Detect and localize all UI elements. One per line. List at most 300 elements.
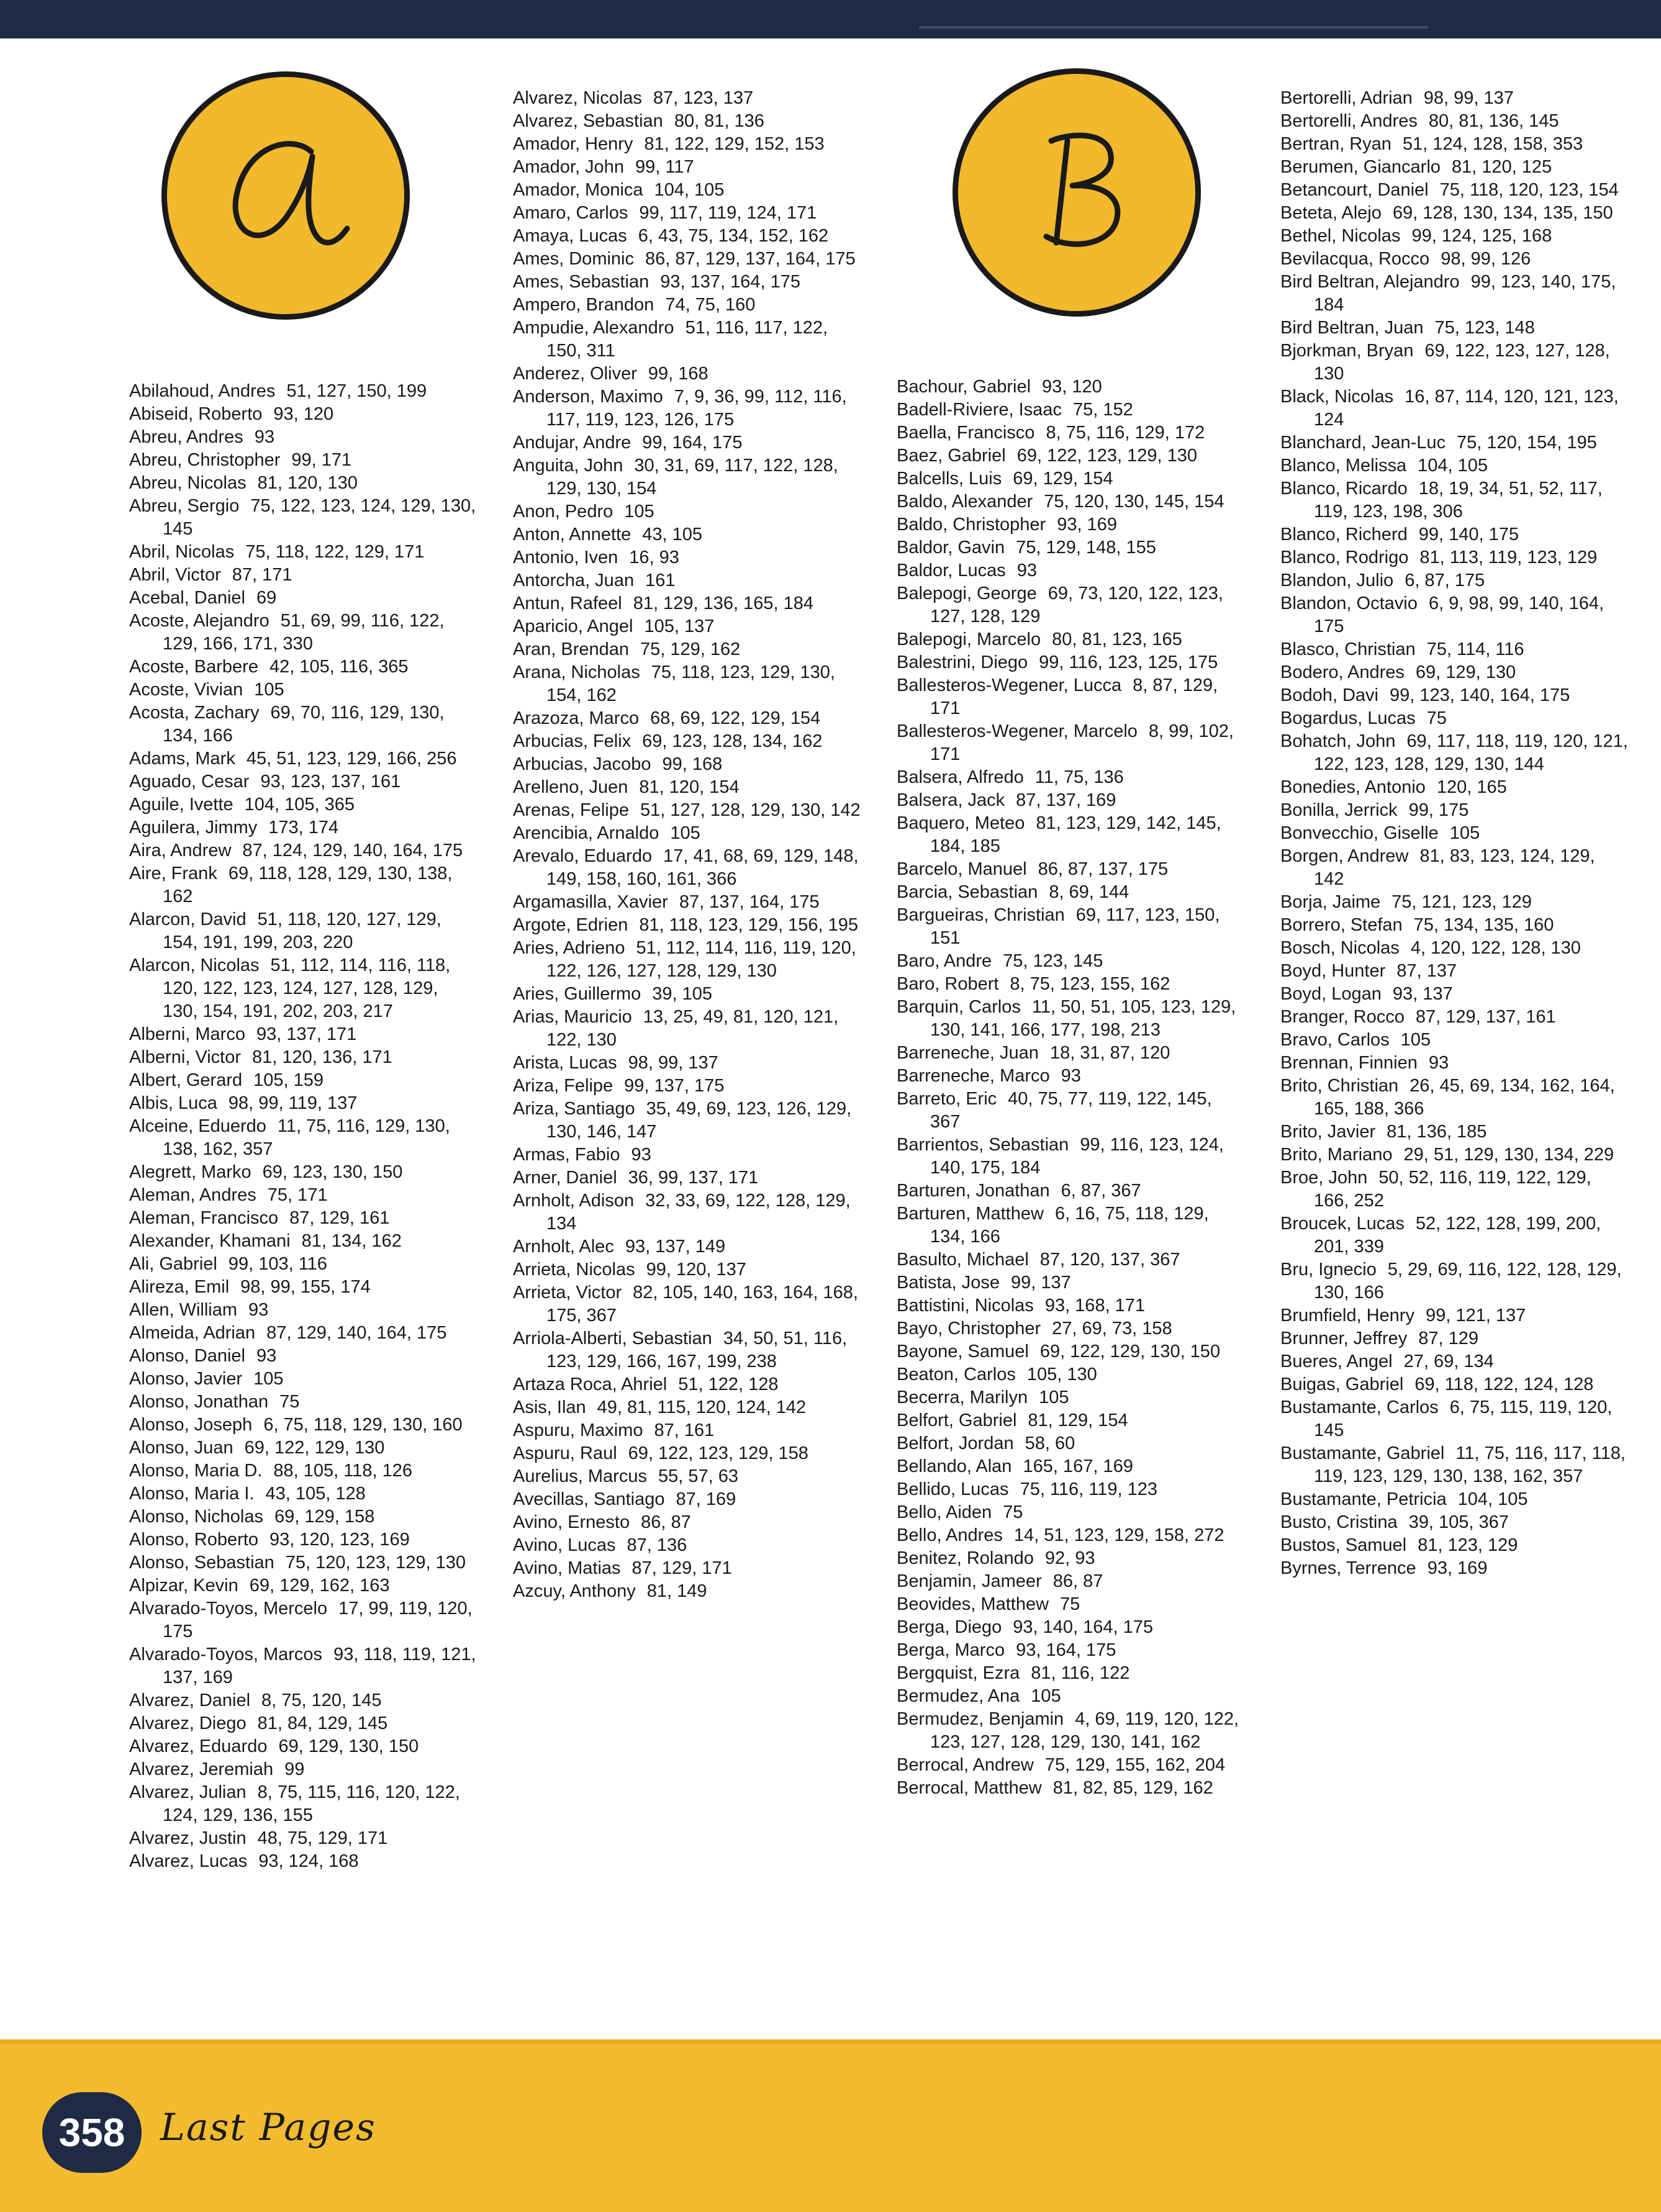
- index-entry-name: Boyd, Logan: [1280, 984, 1382, 1004]
- index-entry-pages: 81, 118, 123, 129, 156, 195: [639, 915, 858, 935]
- index-entry-name: Balsera, Jack: [897, 790, 1005, 810]
- index-entry: [129, 1781, 477, 1827]
- index-entry: [897, 858, 1244, 881]
- index-entry-name: Brito, Christian: [1280, 1076, 1399, 1096]
- index-entry-pages: 18, 31, 87, 120: [1049, 1043, 1170, 1063]
- index-entry: [129, 1253, 477, 1276]
- index-entry-name: Arriola-Alberti, Sebastian: [513, 1329, 712, 1348]
- index-entry: [513, 133, 861, 156]
- index-entry: [1280, 730, 1628, 776]
- letter-b-glyph-icon: [958, 74, 1195, 311]
- index-entry: [897, 1363, 1244, 1386]
- index-entry-name: Baldor, Gavin: [897, 538, 1005, 558]
- index-entry-pages: 87, 123, 137: [653, 88, 754, 108]
- index-entry-name: Barquin, Carlos: [897, 997, 1021, 1017]
- index-entry-name: Black, Nicolas: [1280, 387, 1394, 407]
- index-entry-name: Batista, Jose: [897, 1273, 1000, 1293]
- header-stripe: [919, 26, 1428, 29]
- index-entry-name: Adams, Mark: [129, 749, 235, 769]
- index-entry: [1280, 1327, 1628, 1350]
- index-entry: [513, 1396, 861, 1419]
- index-entry-name: Bertorelli, Adrian: [1280, 88, 1413, 108]
- index-entry-name: Alvarez, Nicolas: [513, 88, 642, 108]
- index-entry-name: Bermudez, Ana: [897, 1686, 1020, 1706]
- index-entry-pages: 98, 99, 119, 137: [228, 1093, 358, 1113]
- index-entry-pages: 69, 118, 122, 124, 128: [1414, 1375, 1594, 1394]
- index-entry-name: Brito, Javier: [1280, 1122, 1376, 1142]
- index-entry-pages: 8, 75, 120, 145: [261, 1691, 382, 1710]
- index-entry-name: Blanchard, Jean-Luc: [1280, 433, 1446, 453]
- index-entry: [897, 904, 1244, 950]
- index-entry-name: Badell-Riviere, Isaac: [897, 400, 1062, 420]
- index-entry-name: Branger, Rocco: [1280, 1007, 1405, 1027]
- index-entry: [897, 467, 1244, 490]
- index-entry-pages: 69, 122, 123, 129, 130: [1016, 446, 1197, 466]
- index-entry-pages: 86, 87: [1052, 1571, 1103, 1591]
- index-entry-pages: 69, 117, 123, 150, 151: [930, 905, 1220, 948]
- index-entry-pages: 50, 52, 116, 119, 122, 129, 166, 252: [1314, 1168, 1591, 1211]
- index-entry-pages: 34, 50, 51, 116, 123, 129, 166, 167, 199, 238: [546, 1329, 848, 1371]
- index-entry-pages: 81, 149: [646, 1581, 707, 1601]
- index-entry-name: Abreu, Andres: [129, 427, 243, 447]
- index-entry-name: Bosch, Nicolas: [1280, 938, 1400, 958]
- index-entry-pages: 75, 114, 116: [1426, 639, 1524, 659]
- index-entry: [513, 294, 861, 317]
- index-entry-pages: 17, 99, 119, 120, 175: [163, 1599, 473, 1641]
- index-column-b2: [1280, 87, 1628, 1580]
- index-entry: [897, 789, 1244, 812]
- index-entry-name: Busto, Cristina: [1280, 1512, 1398, 1532]
- index-entry: [897, 812, 1244, 858]
- index-entry-pages: 105: [254, 680, 284, 700]
- index-entry-name: Bermudez, Benjamin: [897, 1709, 1064, 1729]
- index-entry: [129, 380, 477, 403]
- index-entry-name: Bello, Andres: [897, 1525, 1003, 1545]
- index-entry-name: Alvarez, Diego: [129, 1713, 247, 1733]
- index-entry-name: Baldo, Christopher: [897, 515, 1046, 535]
- index-entry-name: Aguado, Cesar: [129, 772, 250, 792]
- index-entry-name: Alberni, Marco: [129, 1024, 245, 1044]
- index-entry-name: Aguile, Ivette: [129, 795, 233, 815]
- index-entry-name: Alceine, Eduerdo: [129, 1116, 266, 1136]
- index-entry-name: Alonso, Javier: [129, 1369, 243, 1389]
- index-entry-pages: 75, 120, 154, 195: [1457, 433, 1597, 453]
- index-entry-name: Broe, John: [1280, 1168, 1368, 1188]
- index-entry-pages: 93, 137, 164, 175: [660, 272, 800, 292]
- index-entry: [129, 1643, 477, 1689]
- index-entry: [513, 1442, 861, 1465]
- index-entry-name: Bogardus, Lucas: [1280, 708, 1416, 728]
- index-entry: [513, 638, 861, 661]
- index-entry: [1280, 983, 1628, 1006]
- footer-rule: [0, 2039, 1661, 2044]
- index-entry: [129, 770, 477, 793]
- index-entry: [129, 564, 477, 587]
- index-entry-pages: 86, 87, 137, 175: [1038, 859, 1169, 879]
- index-entry-pages: 69, 122, 123, 129, 158: [628, 1443, 808, 1463]
- index-entry: [1280, 569, 1628, 592]
- index-entry-name: Antorcha, Juan: [513, 571, 635, 590]
- index-entry-pages: 69, 128, 130, 134, 135, 150: [1392, 203, 1613, 223]
- index-entry-name: Brennan, Finnien: [1280, 1053, 1418, 1073]
- index-entry-name: Belfort, Jordan: [897, 1433, 1014, 1453]
- index-entry-pages: 8, 75, 115, 116, 120, 122, 124, 129, 136, 155: [163, 1782, 460, 1825]
- index-entry-name: Aries, Adrieno: [513, 938, 625, 958]
- index-entry-pages: 17, 41, 68, 69, 129, 148, 149, 158, 160, 161, 366: [546, 846, 859, 889]
- index-entry-pages: 30, 31, 69, 117, 122, 128, 129, 130, 154: [546, 456, 838, 499]
- index-entry-name: Baldo, Alexander: [897, 492, 1033, 512]
- index-entry-pages: 93: [1016, 561, 1037, 580]
- index-entry-pages: 69, 73, 120, 122, 123, 127, 128, 129: [930, 584, 1223, 626]
- index-entry-name: Armas, Fabio: [513, 1145, 620, 1165]
- index-entry-pages: 68, 69, 122, 129, 154: [650, 708, 821, 728]
- index-entry: [897, 881, 1244, 904]
- index-entry-name: Aira, Andrew: [129, 841, 232, 860]
- index-entry-name: Bevilacqua, Rocco: [1280, 249, 1430, 269]
- index-entry: [897, 674, 1244, 720]
- index-entry-pages: 6, 87, 175: [1405, 571, 1485, 590]
- index-entry: [897, 628, 1244, 651]
- index-entry: [129, 1850, 477, 1873]
- index-entry-name: Balepogi, George: [897, 584, 1037, 603]
- index-entry-name: Avino, Ernesto: [513, 1512, 630, 1532]
- index-entry-pages: 29, 51, 129, 130, 134, 229: [1403, 1145, 1614, 1165]
- index-entry: [513, 202, 861, 225]
- index-entry: [513, 1235, 861, 1258]
- index-entry-name: Byrnes, Terrence: [1280, 1558, 1416, 1578]
- index-entry: [129, 1414, 477, 1437]
- index-entry: [513, 1167, 861, 1190]
- index-entry-pages: 27, 69, 134: [1403, 1352, 1494, 1371]
- index-entry-pages: 105, 159: [253, 1070, 324, 1090]
- index-entry: [897, 1616, 1244, 1639]
- index-entry-pages: 69, 129, 130: [1415, 662, 1516, 682]
- index-entry: [897, 513, 1244, 536]
- index-entry-name: Berga, Diego: [897, 1617, 1002, 1637]
- index-entry-pages: 4, 69, 119, 120, 122, 123, 127, 128, 129, 130, 141, 162: [930, 1709, 1239, 1752]
- index-entry-name: Berrocal, Matthew: [897, 1778, 1042, 1798]
- index-entry-pages: 93, 120: [1042, 377, 1102, 397]
- index-entry: [1280, 1075, 1628, 1121]
- index-entry: [897, 1271, 1244, 1294]
- index-entry-name: Alvarez, Justin: [129, 1828, 247, 1848]
- index-entry-pages: 26, 45, 69, 134, 162, 164, 165, 188, 366: [1314, 1076, 1615, 1119]
- index-entry-pages: 75, 129, 155, 162, 204: [1044, 1755, 1226, 1775]
- index-entry-name: Bustos, Samuel: [1280, 1535, 1407, 1555]
- index-entry-pages: 69, 123, 130, 150: [262, 1162, 403, 1182]
- index-entry-pages: 81, 136, 185: [1387, 1122, 1487, 1142]
- index-entry: [129, 656, 477, 679]
- index-entry-pages: 104, 105: [1418, 456, 1488, 476]
- index-entry-name: Bustamante, Carlos: [1280, 1397, 1439, 1417]
- index-entry-pages: 75, 171: [267, 1185, 328, 1205]
- index-entry-name: Ballesteros-Wegener, Lucca: [897, 675, 1122, 695]
- index-entry-pages: 40, 75, 77, 119, 122, 145, 367: [930, 1089, 1212, 1132]
- index-entry-pages: 75, 123, 145: [1003, 951, 1103, 971]
- index-entry-name: Alexander, Khamani: [129, 1231, 291, 1251]
- index-entry-name: Becerra, Marilyn: [897, 1388, 1028, 1407]
- index-entry-pages: 93, 137, 149: [625, 1237, 726, 1257]
- index-entry-name: Alonso, Sebastian: [129, 1553, 274, 1573]
- letter-a-glyph-icon: [167, 77, 404, 314]
- index-entry-pages: 165, 167, 169: [1023, 1456, 1133, 1476]
- index-entry-pages: 99, 164, 175: [642, 433, 743, 453]
- index-entry: [897, 1065, 1244, 1088]
- index-entry: [513, 363, 861, 386]
- index-entry-name: Barcia, Sebastian: [897, 882, 1038, 902]
- index-entry-name: Arenas, Felipe: [513, 800, 629, 820]
- index-entry-pages: 120, 165: [1436, 777, 1507, 797]
- index-entry: [897, 651, 1244, 674]
- index-entry: [1280, 707, 1628, 730]
- index-entry-pages: 81, 129, 154: [1028, 1411, 1128, 1430]
- index-entry-pages: 51, 112, 114, 116, 118, 120, 122, 123, 124, 127, 128, 129, 130, 154, 191, 202, 203, 217: [163, 955, 451, 1021]
- index-entry: [513, 1373, 861, 1396]
- index-entry-name: Balsera, Alfredo: [897, 767, 1024, 787]
- index-entry-pages: 99, 120, 137: [646, 1260, 746, 1280]
- index-entry-pages: 105: [253, 1369, 284, 1389]
- index-entry-pages: 6, 9, 98, 99, 140, 164, 175: [1314, 594, 1604, 636]
- index-entry-name: Ali, Gabriel: [129, 1254, 217, 1274]
- index-entry: [129, 1115, 477, 1161]
- index-entry-name: Bachour, Gabriel: [897, 377, 1031, 397]
- index-entry-pages: 105: [670, 823, 700, 843]
- index-entry-name: Abilahoud, Andres: [129, 381, 276, 401]
- index-entry-name: Blanco, Richerd: [1280, 525, 1408, 544]
- index-entry: [129, 426, 477, 449]
- index-entry-pages: 16, 87, 114, 120, 121, 123, 124: [1314, 387, 1619, 430]
- index-entry: [897, 1478, 1244, 1501]
- index-entry: [513, 1052, 861, 1075]
- index-entry: [1280, 202, 1628, 225]
- index-entry: [897, 1134, 1244, 1180]
- index-entry-pages: 69, 117, 118, 119, 120, 121, 122, 123, 128, 129, 130, 144: [1314, 731, 1628, 774]
- index-entry-pages: 80, 81, 136, 145: [1428, 111, 1559, 131]
- index-entry-pages: 14, 51, 123, 129, 158, 272: [1013, 1525, 1224, 1545]
- index-entry: [129, 908, 477, 954]
- index-entry-pages: 93, 118, 119, 121, 137, 169: [163, 1645, 476, 1687]
- index-entry-pages: 69, 129, 158: [274, 1507, 375, 1527]
- index-entry: [129, 403, 477, 426]
- index-entry-name: Argamasilla, Xavier: [513, 892, 668, 912]
- index-entry-pages: 99, 140, 175: [1418, 525, 1519, 544]
- index-entry: [897, 1248, 1244, 1271]
- index-entry-name: Arencibia, Arnaldo: [513, 823, 659, 843]
- index-entry-name: Alonso, Maria I.: [129, 1484, 255, 1504]
- index-entry-pages: 93: [1061, 1066, 1081, 1086]
- index-entry-pages: 49, 81, 115, 120, 124, 142: [597, 1397, 807, 1417]
- index-entry: [129, 1689, 477, 1712]
- index-entry: [513, 156, 861, 179]
- index-entry-pages: 69, 129, 154: [1013, 469, 1113, 489]
- page-number: 358: [42, 2092, 142, 2173]
- index-entry: [129, 1184, 477, 1207]
- index-entry-pages: 4, 120, 122, 128, 130: [1410, 938, 1581, 958]
- index-entry-pages: 99, 168: [648, 364, 708, 384]
- index-entry-pages: 99, 116, 123, 124, 140, 175, 184: [930, 1135, 1224, 1178]
- index-entry-name: Alvarado-Toyos, Mercelo: [129, 1599, 328, 1618]
- index-entry: [897, 399, 1244, 422]
- index-entry-pages: 75, 134, 135, 160: [1413, 915, 1554, 935]
- index-entry-name: Bru, Ignecio: [1280, 1260, 1377, 1280]
- index-entry-name: Alvarado-Toyos, Marcos: [129, 1645, 323, 1664]
- index-entry: [513, 1006, 861, 1052]
- index-entry: [897, 1754, 1244, 1777]
- index-entry-name: Alarcon, Nicolas: [129, 955, 260, 975]
- index-entry-pages: 99, 116, 123, 125, 175: [1039, 652, 1218, 672]
- index-entry: [1280, 248, 1628, 271]
- index-entry-name: Bueres, Angel: [1280, 1352, 1393, 1371]
- index-entry: [129, 1092, 477, 1115]
- index-entry: [129, 1506, 477, 1528]
- index-entry: [513, 776, 861, 799]
- index-column-a1: [129, 380, 477, 1873]
- index-entry-pages: 81, 120, 136, 171: [252, 1047, 392, 1067]
- index-entry-name: Brumfield, Henry: [1280, 1306, 1414, 1325]
- index-entry-name: Aparicio, Angel: [513, 616, 633, 636]
- index-entry-name: Buigas, Gabriel: [1280, 1375, 1404, 1394]
- index-entry-name: Ampudie, Alexandro: [513, 318, 674, 338]
- letter-a-badge: [161, 71, 410, 320]
- index-entry-pages: 75: [1426, 708, 1447, 728]
- index-entry-pages: 87, 137, 169: [1016, 790, 1116, 810]
- index-entry: [1280, 891, 1628, 914]
- index-entry-name: Amaro, Carlos: [513, 203, 628, 223]
- index-entry: [1280, 317, 1628, 340]
- index-entry-pages: 75, 120, 123, 129, 130: [285, 1553, 466, 1573]
- index-entry: [129, 1207, 477, 1230]
- index-entry-pages: 74, 75, 160: [665, 295, 756, 315]
- index-entry-name: Bellido, Lucas: [897, 1479, 1009, 1499]
- index-entry: [513, 1098, 861, 1144]
- index-entry: [1280, 340, 1628, 386]
- index-entry: [129, 1735, 477, 1758]
- index-entry: [897, 1317, 1244, 1340]
- index-entry-pages: 105, 137: [644, 616, 715, 636]
- index-entry-name: Abril, Victor: [129, 565, 221, 585]
- index-entry: [897, 973, 1244, 996]
- index-entry-pages: 87, 129, 140, 164, 175: [266, 1323, 447, 1343]
- index-entry-name: Ames, Dominic: [513, 249, 634, 269]
- index-entry-pages: 93: [254, 427, 275, 447]
- index-entry: [897, 1501, 1244, 1524]
- index-entry-pages: 75, 118, 123, 129, 130, 154, 162: [546, 662, 835, 705]
- index-entry-name: Blanco, Melissa: [1280, 456, 1407, 476]
- index-entry-name: Alegrett, Marko: [129, 1162, 251, 1182]
- index-entry-pages: 75, 129, 148, 155: [1016, 538, 1156, 558]
- index-entry-name: Aleman, Andres: [129, 1185, 256, 1205]
- index-entry-name: Arnholt, Adison: [513, 1191, 635, 1211]
- section-title: Last Pages: [160, 2106, 376, 2149]
- index-entry-pages: 11, 75, 116, 117, 118, 119, 123, 129, 130, 138, 162, 357: [1314, 1443, 1626, 1486]
- index-entry: [897, 1409, 1244, 1432]
- index-entry: [1280, 431, 1628, 454]
- index-entry-pages: 11, 75, 116, 129, 130, 138, 162, 357: [163, 1116, 450, 1159]
- index-entry: [897, 582, 1244, 628]
- index-entry: [129, 1322, 477, 1345]
- index-entry-pages: 80, 81, 136: [674, 111, 764, 131]
- index-entry: [513, 1580, 861, 1603]
- index-entry: [129, 495, 477, 541]
- index-entry: [1280, 1304, 1628, 1327]
- index-entry: [1280, 110, 1628, 133]
- index-entry-name: Aguilera, Jimmy: [129, 818, 258, 837]
- index-entry-pages: 93: [256, 1346, 277, 1366]
- index-entry-name: Borja, Jaime: [1280, 892, 1381, 912]
- index-entry-name: Brunner, Jeffrey: [1280, 1329, 1408, 1348]
- index-entry-name: Bodero, Andres: [1280, 662, 1405, 682]
- index-entry-name: Blanco, Ricardo: [1280, 479, 1408, 499]
- index-entry: [129, 472, 477, 495]
- index-entry: [897, 1294, 1244, 1317]
- index-entry-name: Alvarez, Eduardo: [129, 1736, 268, 1756]
- index-entry: [1280, 1511, 1628, 1534]
- index-entry: [513, 225, 861, 248]
- index-entry-name: Baquero, Meteo: [897, 813, 1025, 833]
- index-entry-name: Aspuru, Maximo: [513, 1420, 643, 1440]
- index-entry: [129, 1391, 477, 1414]
- index-entry: [513, 431, 861, 454]
- index-column-b1: [897, 376, 1244, 1800]
- index-entry-pages: 39, 105, 367: [1408, 1512, 1509, 1532]
- index-entry-name: Barrientos, Sebastian: [897, 1135, 1069, 1155]
- index-entry-name: Alireza, Emil: [129, 1277, 230, 1297]
- index-entry-name: Berrocal, Andrew: [897, 1755, 1034, 1775]
- index-entry: [1280, 225, 1628, 248]
- index-entry: [513, 615, 861, 638]
- index-column-a2: [513, 87, 861, 1603]
- index-entry: [513, 799, 861, 822]
- index-entry-pages: 99, 124, 125, 168: [1411, 226, 1552, 246]
- index-entry-pages: 105: [1031, 1686, 1061, 1706]
- index-entry-pages: 93, 169: [1057, 515, 1117, 535]
- index-entry-name: Basulto, Michael: [897, 1250, 1029, 1270]
- index-entry: [513, 1534, 861, 1557]
- index-entry-pages: 99, 117: [635, 157, 694, 177]
- index-entry: [1280, 1258, 1628, 1304]
- index-entry-pages: 87, 129, 137, 161: [1415, 1007, 1556, 1027]
- index-entry-name: Arner, Daniel: [513, 1168, 617, 1188]
- index-entry: [513, 248, 861, 271]
- index-entry: [1280, 1488, 1628, 1511]
- index-entry-name: Benjamin, Jameer: [897, 1571, 1042, 1591]
- index-entry: [513, 822, 861, 845]
- index-entry: [129, 1827, 477, 1850]
- index-entry: [897, 1685, 1244, 1708]
- index-entry-pages: 87, 136: [627, 1535, 687, 1555]
- index-entry: [513, 1144, 861, 1167]
- index-entry-name: Aire, Frank: [129, 864, 217, 883]
- index-entry-name: Arevalo, Eduardo: [513, 846, 653, 866]
- index-entry: [513, 179, 861, 202]
- index-entry-name: Beaton, Carlos: [897, 1365, 1016, 1384]
- index-entry-name: Azcuy, Anthony: [513, 1581, 636, 1601]
- index-entry-name: Alonso, Roberto: [129, 1530, 258, 1550]
- index-entry-name: Amador, John: [513, 157, 624, 177]
- index-entry-pages: 8, 75, 116, 129, 172: [1046, 423, 1205, 443]
- index-entry-name: Bird Beltran, Alejandro: [1280, 272, 1460, 292]
- index-entry-pages: 43, 105: [642, 525, 703, 544]
- index-entry-pages: 51, 118, 120, 127, 129, 154, 191, 199, 203, 220: [163, 910, 441, 952]
- index-entry-pages: 5, 29, 69, 116, 122, 128, 129, 130, 166: [1314, 1260, 1622, 1302]
- index-entry-name: Baldor, Lucas: [897, 561, 1006, 580]
- index-entry-name: Baro, Andre: [897, 951, 992, 971]
- index-entry-pages: 6, 75, 118, 129, 130, 160: [263, 1415, 463, 1435]
- index-entry-name: Arana, Nicholas: [513, 662, 640, 682]
- index-entry-name: Benitez, Rolando: [897, 1548, 1034, 1568]
- index-entry-name: Almeida, Adrian: [129, 1323, 256, 1343]
- index-entry-pages: 69, 123, 128, 134, 162: [642, 731, 823, 751]
